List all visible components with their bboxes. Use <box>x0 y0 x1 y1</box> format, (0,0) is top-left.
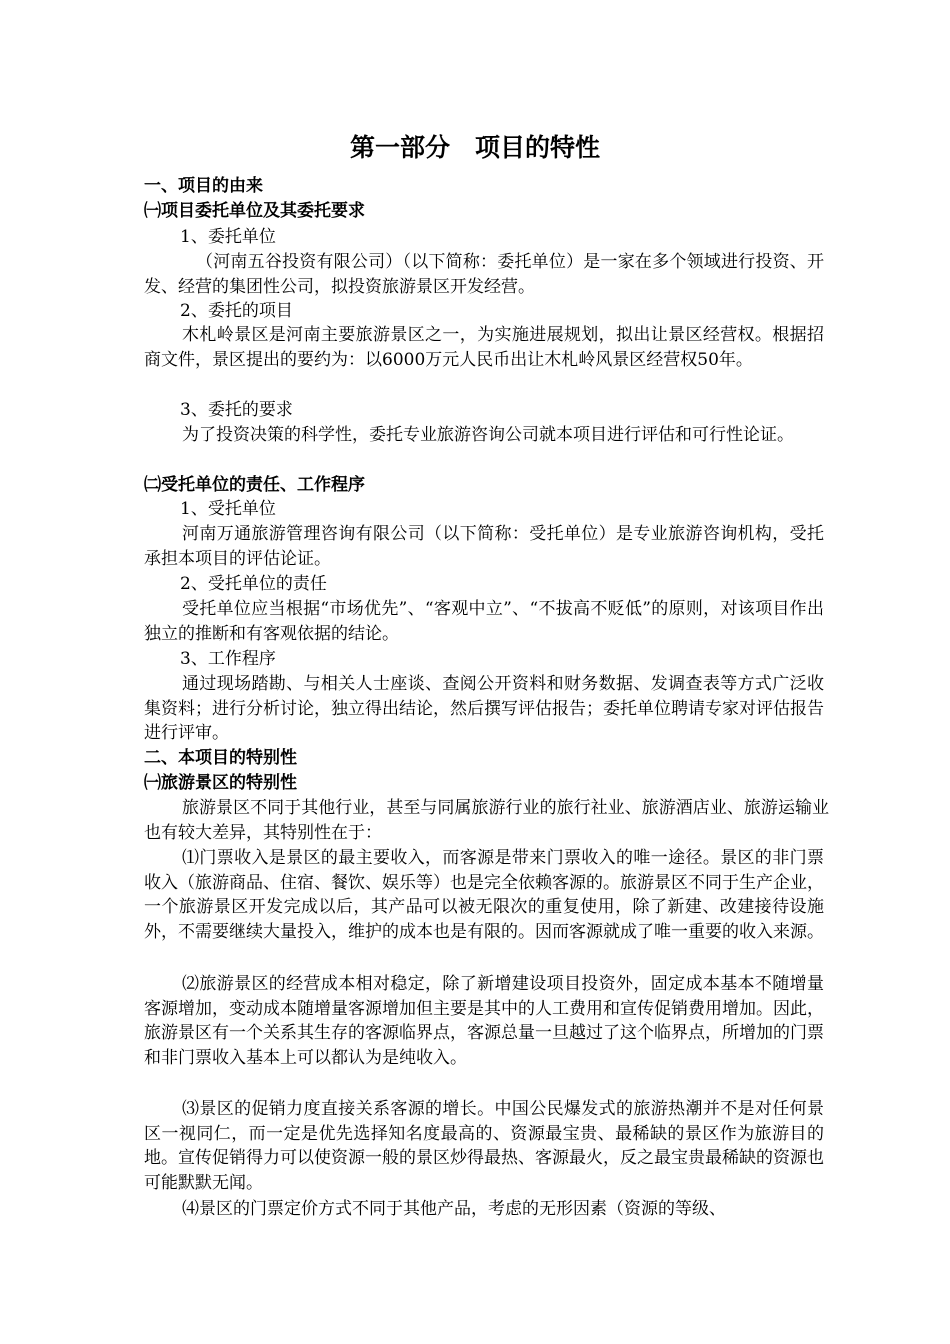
paragraph-requirements: 为了投资决策的科学性，委托专业旅游咨询公司就本项目进行评估和可行性论证。 <box>182 425 794 445</box>
item-label-procedure: 3、工作程序 <box>180 649 276 669</box>
paragraph-contractor: 河南万通旅游管理咨询有限公司（以下简称：受托单位）是专业旅游咨询机构，受托承担本项目的评估论证。 <box>144 524 824 569</box>
subsection-heading-3: ㈠旅游景区的特别性 <box>144 773 297 793</box>
paragraph-project: 木札岭景区是河南主要旅游景区之一，为实施进展规划，拟出让景区经营权。根据招商文件，景区提出的要约为：以6000万元人民币出让木札岭风景区经营权50年。 <box>144 325 824 370</box>
item-label-responsibility: 2、受托单位的责任 <box>180 574 327 594</box>
subsection-heading-1: ㈠项目委托单位及其委托要求 <box>144 201 365 221</box>
paragraph-procedure: 通过现场踏勘、与相关人士座谈、查阅公开资料和财务数据、发调查表等方式广泛收集资料；进行分析讨论，独立得出结论，然后撰写评估报告；委托单位聘请专家对评估报告进行评审。 <box>144 674 824 743</box>
paragraph-client: （河南五谷投资有限公司）（以下简称：委托单位）是一家在多个领域进行投资、开发、经营的集团性公司，拟投资旅游景区开发经营。 <box>144 252 824 297</box>
item-label-requirements: 3、委托的要求 <box>180 400 293 420</box>
page-title: 第一部分 项目的特性 <box>349 133 600 162</box>
item-label-client: 1、委托单位 <box>180 227 276 247</box>
subsection-heading-2: ㈡受托单位的责任、工作程序 <box>144 475 365 495</box>
paragraph-point-4: ⑷景区的门票定价方式不同于其他产品，考虑的无形因素（资源的等级、 <box>182 1199 726 1219</box>
paragraph-point-1: ⑴门票收入是景区的最主要收入，而客源是带来门票收入的唯一途径。景区的非门票收入（旅游商品、住宿、餐饮、娱乐等）也是完全依赖客源的。旅游景区不同于生产企业，一个旅游景区开发完成以后，其产品可以被无限次的重复使用，除了新建、改建接待设施外，不需要继续大量投入，维护的成本也是有限的。因而客源就成了唯一重要的收入来源。 <box>144 848 824 942</box>
item-label-contractor: 1、受托单位 <box>180 499 276 519</box>
paragraph-intro: 旅游景区不同于其他行业，甚至与同属旅游行业的旅行社业、旅游酒店业、旅游运输业也有较大差异，其特别性在于： <box>144 798 829 843</box>
paragraph-responsibility: 受托单位应当根据“市场优先”、“客观中立”、“不拔高不贬低”的原则，对该项目作出独立的推断和有客观依据的结论。 <box>144 599 824 644</box>
paragraph-point-3: ⑶景区的促销力度直接关系客源的增长。中国公民爆发式的旅游热潮并不是对任何景区一视同仁，而一定是优先选择知名度最高的、资源最宝贵、最稀缺的景区作为旅游目的地。宣传促销得力可以使资源一般的景区炒得最热、客源最火，反之最宝贵最稀缺的资源也可能默默无闻。 <box>144 1099 824 1193</box>
item-label-project: 2、委托的项目 <box>180 301 293 321</box>
section-heading-1: 一、项目的由来 <box>144 176 263 196</box>
paragraph-point-2: ⑵旅游景区的经营成本相对稳定，除了新增建设项目投资外，固定成本基本不随增量客源增加，变动成本随增量客源增加但主要是其中的人工费用和宣传促销费用增加。因此，旅游景区有一个关系其生存的客源临界点，客源总量一旦越过了这个临界点，所增加的门票和非门票收入基本上可以都认为是纯收入。 <box>144 974 824 1068</box>
section-heading-2: 二、本项目的特别性 <box>144 748 297 768</box>
